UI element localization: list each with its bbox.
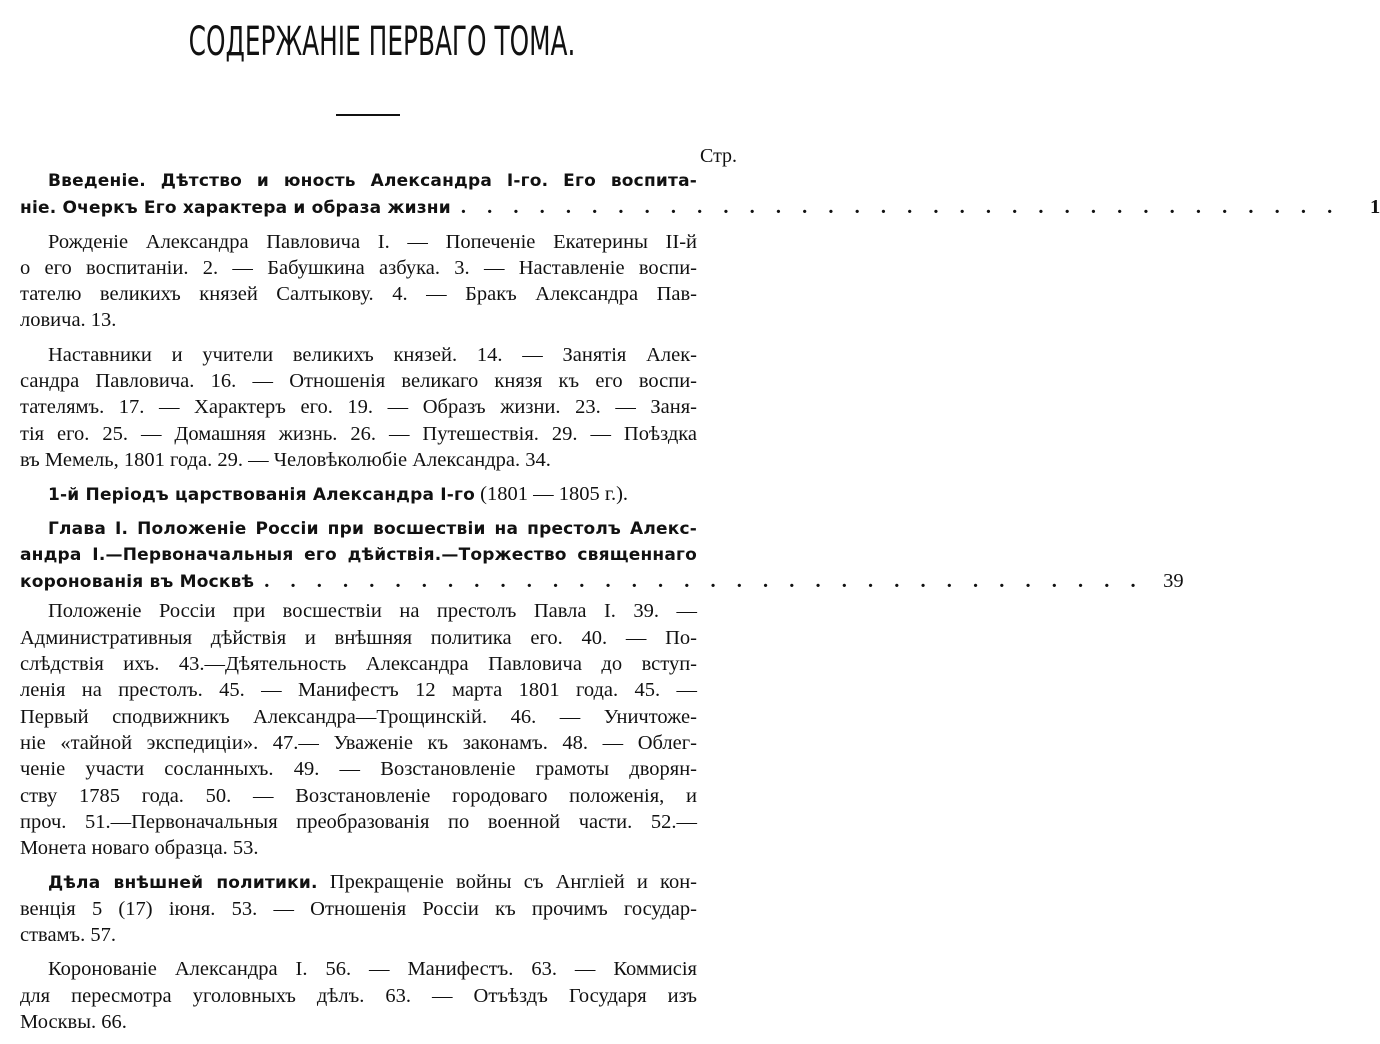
chapter1-p1-line-10: Монета новаго образца. 53. xyxy=(20,837,259,860)
toc-entry-intro-heading-line-2 xyxy=(20,194,1380,220)
chapter1-p1-line-5: Первый сподвижникъ Александра—Трощинскій. 46. — Уничтоже- xyxy=(20,705,697,728)
chapter1-heading-line-3 xyxy=(20,568,1184,594)
chapter1-page: 39 xyxy=(1163,570,1184,593)
intro-p1-line-2: о его воспитаніи. 2. — Бабушкина азбука. 3. — Наставленіе воспи- xyxy=(20,256,697,279)
leader-dots: . . . . . . . . . . . . . . . . . . . . . . . . . . . . . . . . . . xyxy=(460,196,1341,219)
chapter1-heading-line-1: Глава I. Положеніе Россіи при восшествіи на престолъ Алекс- xyxy=(48,518,697,539)
page-title: СОДЕРЖАНІЕ ПЕРВАГО ТОМА. xyxy=(188,19,576,65)
chapter1-p1-line-1: Положеніе Россіи при восшествіи на престолъ Павла I. 39. — xyxy=(48,600,697,623)
period-heading xyxy=(20,481,744,507)
toc-content xyxy=(20,168,1380,1035)
coronation-line-3: Москвы. 66. xyxy=(20,1010,127,1033)
toc-entry-intro-heading-line-1: Введеніе. Дѣтство и юность Александра I-го. Его воспита- xyxy=(48,171,697,191)
chapter1-p1-line-4: ленія на престолъ. 45. — Манифестъ 12 марта 1801 года. 45. — xyxy=(20,679,697,702)
chapter1-p1-line-3: слѣдствія ихъ. 43.—Дѣятельность Александра Павловича до вступ- xyxy=(20,653,697,676)
intro-p2-line-4: тія его. 25. — Домашняя жизнь. 26. — Путешествія. 29. — Поѣздка xyxy=(20,422,697,445)
intro-p2-line-5: въ Мемель, 1801 года. 29. — Человѣколюбіе Александра. 34. xyxy=(20,448,551,471)
chapter1-p1-line-9: проч. 51.—Первоначальныя преобразованія по военной части. 52.— xyxy=(20,810,697,833)
foreign-line-1 xyxy=(20,869,697,895)
intro-p2-line-3: тателямъ. 17. — Характеръ его. 19. — Образъ жизни. 23. — Заня- xyxy=(20,396,697,419)
foreign-line-2: венція 5 (17) іюня. 53. — Отношенія Россіи къ прочимъ государ- xyxy=(20,897,697,920)
chapter1-p1-line-8: ству 1785 года. 50. — Возстановленіе городоваго положенія, и xyxy=(20,784,697,807)
coronation-line-2: для пересмотра уголовныхъ дѣлъ. 63. — Отъѣздъ Государя изъ xyxy=(20,984,697,1007)
coronation-line-1: Коронованіе Александра I. 56. — Манифестъ. 63. — Коммисія xyxy=(48,958,697,981)
intro-p1-line-4: ловича. 13. xyxy=(20,309,117,332)
intro-p2-line-2: сандра Павловича. 16. — Отношенія великаго князя къ его воспи- xyxy=(20,370,697,393)
foreign-line-1-text: Прекращеніе войны съ Англіей и кон- xyxy=(317,871,697,894)
title-divider xyxy=(336,114,400,116)
toc-entry-intro-page: 1 xyxy=(1369,196,1380,219)
chapter1-heading-line-2: андра I.—Первоначальныя его дѣйствія.—Торжество священнаго xyxy=(20,544,697,565)
intro-p1-line-1: Рожденіе Александра Павловича I. — Попеченіе Екатерины II-й xyxy=(48,230,697,253)
intro-p2-line-1: Наставники и учители великихъ князей. 14. — Занятія Алек- xyxy=(48,343,697,366)
page-column-label: Стр. xyxy=(700,145,738,167)
foreign-heading: Дѣла внѣшней политики. xyxy=(48,873,318,894)
chapter1-p1-line-6: ніе «тайной экспедиціи». 47.— Уваженіе къ законамъ. 48. — Облег- xyxy=(20,731,697,754)
period-heading-dates: (1801 — 1805 г.). xyxy=(475,483,629,506)
period-heading-bold: 1-й Періодъ царствованія Александра I-го xyxy=(48,485,476,506)
foreign-line-3: ствамъ. 57. xyxy=(20,924,117,947)
intro-p1-line-3: тателю великихъ князей Салтыкову. 4. — Бракъ Александра Пав- xyxy=(20,283,697,306)
chapter1-p1-line-7: ченіе участи сосланныхъ. 49. — Возстановленіе грамоты дворян- xyxy=(20,758,697,781)
chapter1-heading-text: коронованія въ Москвѣ xyxy=(20,572,255,593)
toc-entry-intro-heading-text: ніе. Очеркъ Его характера и образа жизни xyxy=(20,198,451,219)
leader-dots: . . . . . . . . . . . . . . . . . . . . . . . . . . . . . . . . . . xyxy=(264,570,1144,593)
chapter1-p1-line-2: Административныя дѣйствія и внѣшняя политика его. 40. — По- xyxy=(20,626,697,649)
